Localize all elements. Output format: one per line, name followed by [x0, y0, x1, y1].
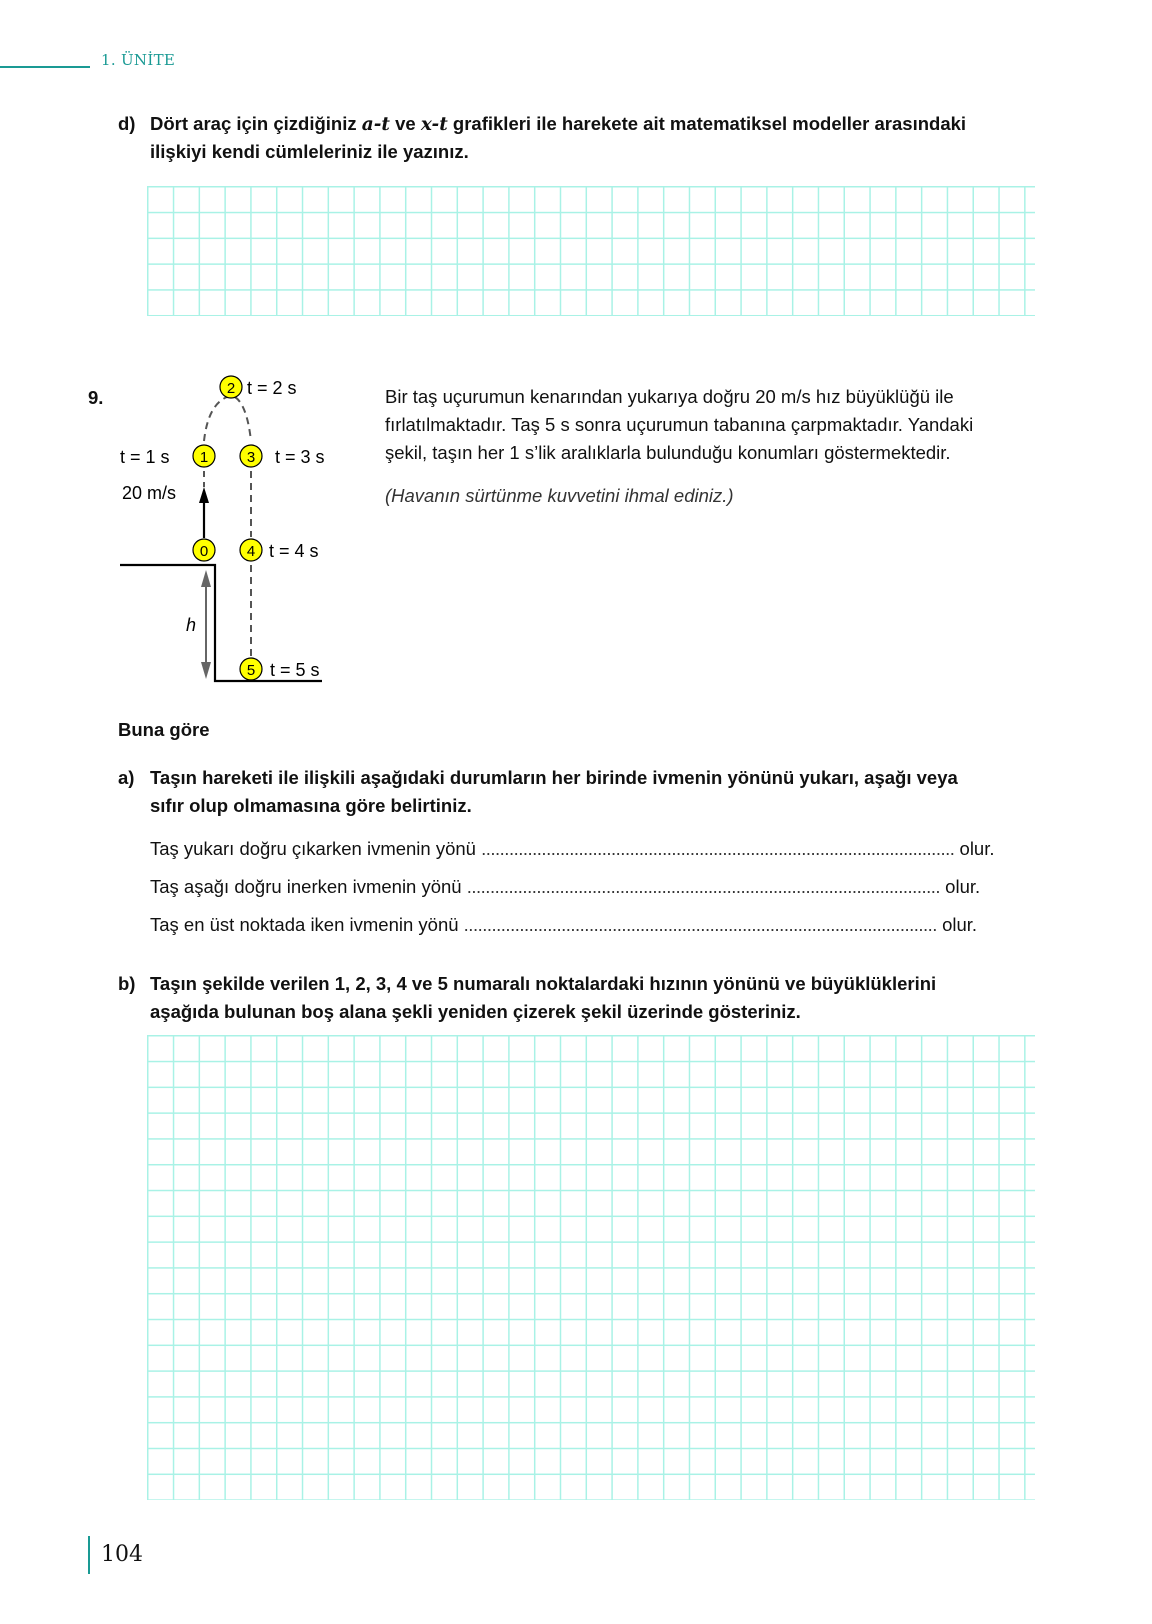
part-a-line2: sıfır olup olmamasına göre belirtiniz. — [150, 795, 472, 816]
marker-id: 1 — [199, 449, 209, 466]
marker-id: 4 — [246, 543, 256, 560]
question-description — [385, 383, 1045, 467]
marker-time-label: t = 1 s — [120, 447, 170, 467]
page-number-bar — [88, 1536, 90, 1574]
answer-grid-b[interactable] — [147, 1035, 1035, 1500]
trajectory-path-up — [204, 397, 227, 441]
question-number: 9. — [88, 387, 104, 408]
blank-line-3 — [150, 914, 977, 936]
description-line: fırlatılmaktadır. Taş 5 s sonra uçurumun tabanına çarpmaktadır. Yandaki — [385, 414, 974, 435]
marker-3 — [240, 445, 325, 467]
velocity-arrow-head — [199, 487, 209, 503]
question-d-line2: ilişkiyi kendi cümleleriniz ile yazınız. — [150, 141, 469, 162]
height-label: h — [186, 615, 197, 635]
marker-id: 0 — [199, 543, 209, 560]
marker-time-label: t = 3 s — [275, 447, 325, 467]
marker-1 — [120, 445, 215, 467]
height-arrow-top — [201, 570, 211, 587]
description-line: şekil, taşın her 1 s’lik aralıklarla bulunduğu konumları göstermektedir. — [385, 442, 951, 463]
marker-id: 2 — [226, 380, 236, 397]
part-b-letter: b) — [118, 973, 136, 994]
blank-prompt: Taş en üst noktada iken ivmenin yönü — [150, 914, 459, 935]
text: Dört araç için çizdiğiniz — [150, 113, 362, 134]
question-d-line1 — [150, 110, 1050, 139]
part-a-letter: a) — [118, 767, 135, 788]
answer-grid-d[interactable] — [147, 186, 1035, 316]
marker-time-label: t = 4 s — [269, 541, 319, 561]
blank-suffix: olur. — [942, 914, 978, 935]
stone-trajectory-diagram — [100, 375, 360, 695]
friction-note: (Havanın sürtünme kuvvetini ihmal ediniz.) — [385, 485, 734, 506]
unit-label: 1. ÜNİTE — [101, 51, 176, 69]
blank-line-1 — [150, 838, 995, 860]
answer-blank[interactable]: ...................................................................................................... — [466, 876, 941, 897]
part-b-line1: Taşın şekilde verilen 1, 2, 3, 4 ve 5 numaralı noktalardaki hızının yönünü ve büyüklüklerini — [150, 973, 937, 994]
marker-5 — [240, 658, 320, 680]
marker-4 — [240, 539, 319, 561]
header-rule — [0, 66, 90, 68]
answer-blank[interactable]: ...................................................................................................... — [481, 838, 955, 859]
blank-line-2 — [150, 876, 980, 898]
part-b-line2: aşağıda bulunan boş alana şekli yeniden çizerek şekil üzerinde gösteriniz. — [150, 1001, 801, 1022]
blank-prompt: Taş aşağı doğru inerken ivmenin yönü — [150, 876, 462, 897]
text: grafikleri ile harekete ait matematiksel modeller arasındaki — [447, 113, 967, 134]
blank-suffix: olur. — [945, 876, 981, 897]
marker-time-label: t = 2 s — [247, 378, 297, 398]
math-a-t: a-t — [361, 114, 390, 135]
marker-2 — [220, 376, 297, 398]
part-a-line1: Taşın hareketi ile ilişkili aşağıdaki durumların her birinde ivmenin yönünü yukarı, aşağı veya — [150, 767, 958, 788]
marker-id: 5 — [246, 662, 256, 679]
trajectory-path-top — [235, 397, 251, 441]
answer-blank[interactable]: ...................................................................................................... — [463, 914, 937, 935]
text: ve — [389, 113, 421, 134]
lead-in: Buna göre — [118, 719, 210, 740]
question-d-letter: d) — [118, 113, 136, 134]
blank-suffix: olur. — [959, 838, 995, 859]
math-x-t: x-t — [420, 114, 448, 135]
velocity-label: 20 m/s — [122, 483, 177, 503]
blank-prompt: Taş yukarı doğru çıkarken ivmenin yönü — [150, 838, 476, 859]
marker-id: 3 — [246, 449, 256, 466]
description-line: Bir taş uçurumun kenarından yukarıya doğru 20 m/s hız büyüklüğü ile — [385, 386, 954, 407]
page-number: 104 — [101, 1542, 143, 1567]
height-arrow-bottom — [201, 662, 211, 679]
marker-0 — [193, 539, 215, 561]
marker-time-label: t = 5 s — [270, 660, 320, 680]
